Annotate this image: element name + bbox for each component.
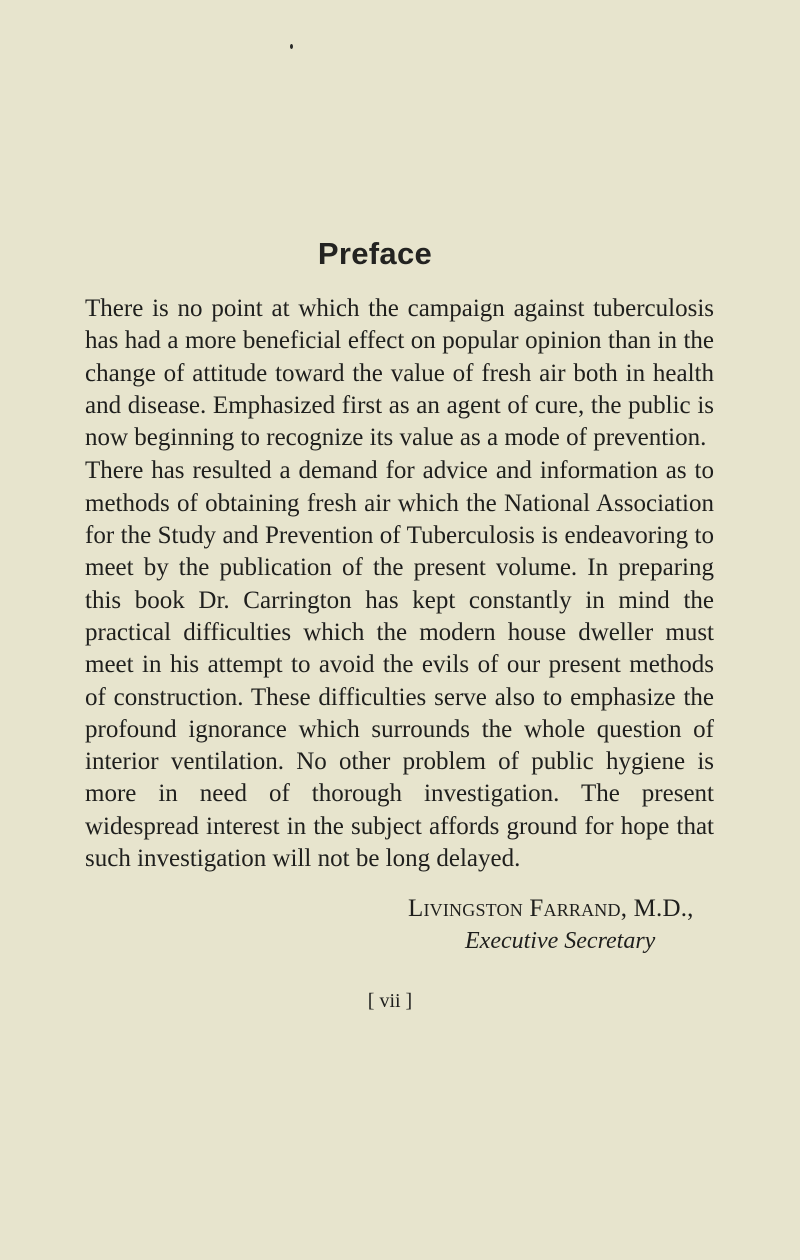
ink-speck — [290, 44, 293, 49]
paragraph-1: There is no point at which the campaign against tuberculosis has had a more beneficial effect on popular opinion than in the change of attitude toward the value of fresh air both in health and disease. Emphasized first as an agent of cure, the public is now beginning to recognize its value as a mode of prevention. — [85, 295, 714, 452]
page-number-text: [ vii ] — [367, 990, 413, 1012]
paragraph-2: There has resulted a demand for advice and information as to methods of obtaining fresh air which the National Association for the Study and Prevention of Tuberculosis is endeavoring to meet by the publication of the present volume. In preparing this book Dr. Carrington has kept constantly in mind the practical difficulties which the modern house dweller must meet in his attempt to avoid the evils of our present methods of construction. These difficulties serve also to emphasize the profound ignorance which surrounds the whole question of interior ventilation. No other problem of public hygiene is more in need of thorough investigation. The present widespread interest in the subject affords ground for hope that such investigation will not be long delayed. — [85, 457, 714, 873]
signature-name: Livingston Farrand, M.D., — [408, 895, 694, 922]
preface-text — [85, 293, 714, 875]
signature-title: Executive Secretary — [465, 928, 656, 954]
page-number — [0, 990, 800, 1013]
page-title: Preface — [317, 236, 433, 271]
